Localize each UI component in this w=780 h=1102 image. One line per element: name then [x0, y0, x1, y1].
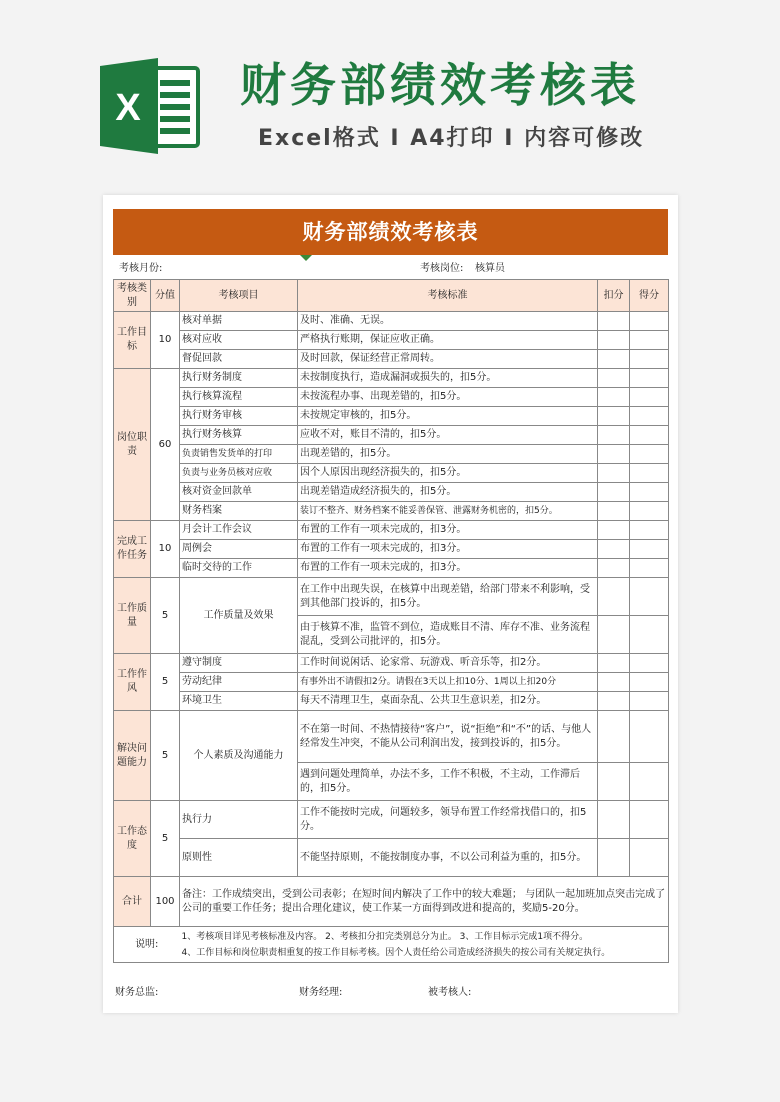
deduct-cell[interactable]	[598, 388, 630, 407]
position-label: 考核岗位:	[420, 263, 464, 274]
standard-cell: 未按流程办事、出现差错的，扣5分。	[298, 388, 598, 407]
deduct-cell[interactable]	[598, 763, 630, 801]
score-cell: 10	[151, 521, 180, 578]
deduct-cell[interactable]	[598, 350, 630, 369]
table-row	[114, 711, 669, 763]
deduct-cell[interactable]	[598, 801, 630, 839]
standard-cell: 未按规定审核的，扣5分。	[298, 407, 598, 426]
standard-cell: 及时、准确、无误。	[298, 312, 598, 331]
cell-comment-marker	[300, 255, 312, 261]
score-input-cell[interactable]	[630, 654, 669, 673]
standard-cell: 工作时间说闲话、论家常、玩游戏、听音乐等，扣2分。	[298, 654, 598, 673]
notes-row	[114, 927, 669, 963]
assessee-signature-label: 被考核人:	[428, 987, 472, 998]
table-row	[114, 483, 669, 502]
category-cell: 工作目标	[114, 312, 151, 369]
deduct-cell[interactable]	[598, 673, 630, 692]
table-row	[114, 578, 669, 616]
score-input-cell[interactable]	[630, 578, 669, 616]
score-input-cell[interactable]	[630, 763, 669, 801]
score-cell: 10	[151, 312, 180, 369]
deduct-cell[interactable]	[598, 331, 630, 350]
table-row	[114, 559, 669, 578]
score-input-cell[interactable]	[630, 464, 669, 483]
banner-subtitle: Excel格式 I A4打印 I 内容可修改	[258, 126, 645, 151]
standard-cell: 应收不对，账目不清的，扣5分。	[298, 426, 598, 445]
col-header: 分值	[151, 280, 180, 312]
standard-cell: 布置的工作有一项未完成的，扣3分。	[298, 521, 598, 540]
deduct-cell[interactable]	[598, 445, 630, 464]
notes-line: 1、考核项目详见考核标准及内容。 2、考核扣分扣完类别总分为止。 3、工作目标示完成1项不得分。	[181, 931, 589, 942]
item-cell: 执行财务核算	[180, 426, 298, 445]
table-row	[114, 540, 669, 559]
score-input-cell[interactable]	[630, 483, 669, 502]
item-cell: 执行力	[180, 801, 298, 839]
deduct-cell[interactable]	[598, 502, 630, 521]
score-input-cell[interactable]	[630, 692, 669, 711]
category-cell: 岗位职责	[114, 369, 151, 521]
col-header: 考核标准	[298, 280, 598, 312]
standard-cell: 遇到问题处理简单，办法不多，工作不积极，不主动，工作滞后的，扣5分。	[298, 763, 598, 801]
item-cell: 环境卫生	[180, 692, 298, 711]
notes-line: 4、工作目标和岗位职责相重复的按工作目标考核。因个人责任给公司造成经济损失的按公司有关规定执行。	[181, 947, 611, 958]
score-input-cell[interactable]	[630, 559, 669, 578]
category-cell: 工作态度	[114, 801, 151, 877]
director-signature-label: 财务总监:	[115, 987, 159, 998]
deduct-cell[interactable]	[598, 616, 630, 654]
standard-cell: 工作不能按时完成，问题较多，领导布置工作经常找借口的，扣5分。	[298, 801, 598, 839]
deduct-cell[interactable]	[598, 654, 630, 673]
standard-cell: 不在第一时间、不热情接待“客户”，说“拒绝”和“不”的话、与他人经常发生冲突，不能从公司利润出发，接到投诉的，扣5分。	[298, 711, 598, 763]
item-cell: 督促回款	[180, 350, 298, 369]
table-row	[114, 502, 669, 521]
table-row	[114, 331, 669, 350]
deduct-cell[interactable]	[598, 540, 630, 559]
total-row	[114, 877, 669, 927]
notes-label: 说明:	[114, 927, 180, 963]
item-cell: 月会计工作会议	[180, 521, 298, 540]
item-cell: 执行核算流程	[180, 388, 298, 407]
table-row	[114, 388, 669, 407]
score-cell: 60	[151, 369, 180, 521]
deduct-cell[interactable]	[598, 312, 630, 331]
standard-cell: 每天不清理卫生，桌面杂乱、公共卫生意识差，扣2分。	[298, 692, 598, 711]
score-input-cell[interactable]	[630, 312, 669, 331]
banner-title: 财务部绩效考核表	[240, 58, 640, 112]
standard-cell: 装订不整齐、财务档案不能妥善保管、泄露财务机密的，扣5分。	[298, 502, 598, 521]
excel-icon	[100, 58, 202, 154]
table-row	[114, 673, 669, 692]
table-row	[114, 839, 669, 877]
standard-cell: 及时回款，保证经营正常周转。	[298, 350, 598, 369]
standard-cell: 在工作中出现失误，在核算中出现差错，给部门带来不利影响，受到其他部门投诉的，扣5分。	[298, 578, 598, 616]
item-cell: 负责与业务员核对应收	[180, 464, 298, 483]
item-cell: 执行财务审核	[180, 407, 298, 426]
score-input-cell[interactable]	[630, 540, 669, 559]
item-cell: 原则性	[180, 839, 298, 877]
score-input-cell[interactable]	[630, 801, 669, 839]
deduct-cell[interactable]	[598, 483, 630, 502]
deduct-cell[interactable]	[598, 692, 630, 711]
item-cell: 工作质量及效果	[180, 578, 298, 654]
score-input-cell[interactable]	[630, 616, 669, 654]
table-row	[114, 521, 669, 540]
score-input-cell[interactable]	[630, 426, 669, 445]
score-input-cell[interactable]	[630, 388, 669, 407]
standard-cell: 不能坚持原则，不能按制度办事，不以公司利益为重的，扣5分。	[298, 839, 598, 877]
score-input-cell[interactable]	[630, 521, 669, 540]
standard-cell: 有事外出不请假扣2分。请假在3天以上扣10分、1周以上扣20分	[298, 673, 598, 692]
col-header: 扣分	[598, 280, 630, 312]
table-row	[114, 350, 669, 369]
col-header: 考核项目	[180, 280, 298, 312]
score-cell: 5	[151, 711, 180, 801]
score-input-cell[interactable]	[630, 369, 669, 388]
score-cell: 5	[151, 801, 180, 877]
standard-cell: 未按制度执行，造成漏洞或损失的，扣5分。	[298, 369, 598, 388]
item-cell: 核对资金回款单	[180, 483, 298, 502]
category-cell: 工作作风	[114, 654, 151, 711]
standard-cell: 出现差错造成经济损失的，扣5分。	[298, 483, 598, 502]
score-input-cell[interactable]	[630, 350, 669, 369]
assessment-sheet	[103, 195, 678, 1013]
score-input-cell[interactable]	[630, 407, 669, 426]
standard-cell: 因个人原因出现经济损失的，扣5分。	[298, 464, 598, 483]
category-cell: 完成工作任务	[114, 521, 151, 578]
deduct-cell[interactable]	[598, 407, 630, 426]
score-input-cell[interactable]	[630, 502, 669, 521]
deduct-cell[interactable]	[598, 369, 630, 388]
svg-text:X: X	[115, 87, 141, 129]
category-cell: 工作质量	[114, 578, 151, 654]
table-row	[114, 801, 669, 839]
deduct-cell[interactable]	[598, 578, 630, 616]
item-cell: 负责销售发货单的打印	[180, 445, 298, 464]
item-cell: 财务档案	[180, 502, 298, 521]
table-row	[114, 426, 669, 445]
item-cell: 周例会	[180, 540, 298, 559]
item-cell: 执行财务制度	[180, 369, 298, 388]
item-cell: 劳动纪律	[180, 673, 298, 692]
deduct-cell[interactable]	[598, 521, 630, 540]
table-row	[114, 445, 669, 464]
deduct-cell[interactable]	[598, 711, 630, 763]
item-cell: 核对应收	[180, 331, 298, 350]
table-row	[114, 369, 669, 388]
total-remark: 备注：工作成绩突出，受到公司表彰；在短时间内解决了工作中的较大难题； 与团队一起加班加点突击完成了公司的重要工作任务；提出合理化建议，使工作某一方面得到改进和提高的，奖励5-20分。	[180, 877, 669, 927]
item-cell: 临时交待的工作	[180, 559, 298, 578]
deduct-cell[interactable]	[598, 559, 630, 578]
table-row	[114, 692, 669, 711]
item-cell: 遵守制度	[180, 654, 298, 673]
total-score: 100	[151, 877, 180, 927]
standard-cell: 由于核算不准，监管不到位，造成账目不清、库存不准、业务流程混乱，受到公司批评的，扣5分。	[298, 616, 598, 654]
table-row	[114, 312, 669, 331]
category-cell: 解决问题能力	[114, 711, 151, 801]
total-label: 合计	[114, 877, 151, 927]
col-header: 考核类别	[114, 280, 151, 312]
score-input-cell[interactable]	[630, 711, 669, 763]
assessment-table	[113, 279, 669, 963]
score-input-cell[interactable]	[630, 445, 669, 464]
table-row	[114, 464, 669, 483]
month-label: 考核月份:	[119, 263, 163, 274]
table-row	[114, 407, 669, 426]
standard-cell: 布置的工作有一项未完成的，扣3分。	[298, 559, 598, 578]
standard-cell: 布置的工作有一项未完成的，扣3分。	[298, 540, 598, 559]
item-cell: 个人素质及沟通能力	[180, 711, 298, 801]
table-header	[114, 280, 669, 312]
score-input-cell[interactable]	[630, 839, 669, 877]
deduct-cell[interactable]	[598, 839, 630, 877]
deduct-cell[interactable]	[598, 426, 630, 445]
item-cell: 核对单据	[180, 312, 298, 331]
score-cell: 5	[151, 654, 180, 711]
deduct-cell[interactable]	[598, 464, 630, 483]
score-input-cell[interactable]	[630, 331, 669, 350]
position-value: 核算员	[475, 263, 505, 274]
table-row	[114, 654, 669, 673]
col-header: 得分	[630, 280, 669, 312]
score-cell: 5	[151, 578, 180, 654]
standard-cell: 出现差错的，扣5分。	[298, 445, 598, 464]
manager-signature-label: 财务经理:	[299, 987, 343, 998]
sheet-title: 财务部绩效考核表	[113, 209, 668, 255]
banner	[0, 0, 780, 190]
score-input-cell[interactable]	[630, 673, 669, 692]
standard-cell: 严格执行账期，保证应收正确。	[298, 331, 598, 350]
